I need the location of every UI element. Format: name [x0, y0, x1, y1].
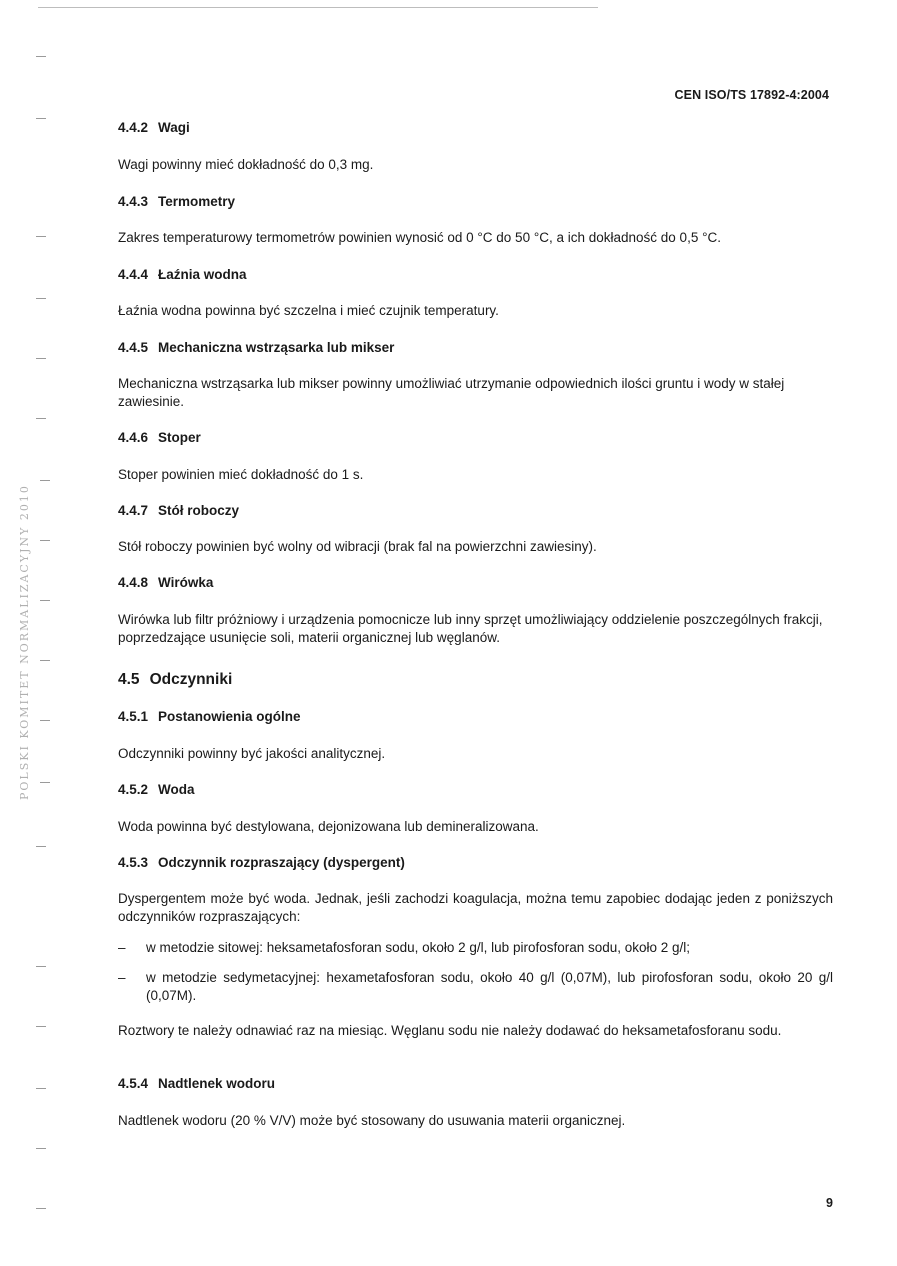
paragraph-4-4-6: Stoper powinien mieć dokładność do 1 s.: [118, 467, 364, 482]
paragraph-4-4-8: Wirówka lub filtr próżniowy i urządzenia pomocnicze lub inny sprzęt umożliwiający oddzielenie poszczególnych frakcji, poprzedzające usunięcie soli, materii organicznej lub węglanów.: [118, 612, 823, 645]
heading-4-5-3: [118, 855, 405, 870]
paragraph-4-4-2: Wagi powinny mieć dokładność do 0,3 mg.: [118, 157, 374, 172]
margin-mark: [36, 1208, 46, 1209]
heading-title: Nadtlenek wodoru: [158, 1076, 276, 1091]
margin-mark: [36, 1088, 46, 1089]
heading-title: Wagi: [158, 120, 190, 135]
heading-number: 4.5.1: [118, 709, 149, 724]
margin-mark: [36, 236, 46, 237]
heading-title: Woda: [158, 782, 195, 797]
list-item-text: w metodzie sedymetacyjnej: hexametafosforan sodu, około 40 g/l (0,07M), lub pirofosforan sodu, około 20 g/l (0,07M).: [146, 970, 833, 1003]
heading-4-4-2: [118, 120, 190, 135]
heading-4-4-7: [118, 503, 239, 518]
heading-title: Mechaniczna wstrząsarka lub mikser: [158, 340, 395, 355]
margin-mark: [40, 600, 50, 601]
heading-number: 4.4.5: [118, 340, 149, 355]
margin-mark: [40, 540, 50, 541]
paragraph-4-5-2: Woda powinna być destylowana, dejonizowana lub demineralizowana.: [118, 819, 539, 834]
watermark: POLSKI KOMITET NORMALIZACYJNY 2010: [18, 484, 31, 800]
paragraph-4-5-3-note: Roztwory te należy odnawiać raz na miesiąc. Węglanu sodu nie należy dodawać do heksametafosforanu sodu.: [118, 1023, 782, 1038]
heading-title: Odczynniki: [149, 671, 233, 688]
bullet-dash: –: [118, 970, 126, 985]
margin-mark: [36, 298, 46, 299]
heading-4-4-4: [118, 267, 247, 282]
margin-mark: [36, 846, 46, 847]
top-scan-rule: [38, 7, 598, 8]
heading-number: 4.4.2: [118, 120, 149, 135]
heading-4-5: [118, 671, 232, 689]
heading-title: Odczynnik rozpraszający (dyspergent): [158, 855, 405, 870]
heading-4-4-8: [118, 575, 213, 590]
heading-number: 4.4.8: [118, 575, 149, 590]
margin-mark: [36, 966, 46, 967]
heading-number: 4.5.4: [118, 1076, 149, 1091]
heading-number: 4.4.4: [118, 267, 149, 282]
document-id: CEN ISO/TS 17892-4:2004: [674, 88, 829, 102]
heading-title: Wirówka: [158, 575, 214, 590]
heading-4-5-1: [118, 709, 301, 724]
heading-4-4-3: [118, 194, 235, 209]
margin-mark: [40, 480, 50, 481]
heading-4-4-5: [118, 340, 394, 355]
bullet-dash: –: [118, 940, 126, 955]
margin-mark: [40, 720, 50, 721]
heading-number: 4.5: [118, 671, 140, 688]
margin-mark: [36, 358, 46, 359]
margin-mark: [40, 660, 50, 661]
heading-number: 4.5.3: [118, 855, 149, 870]
list-item-text: w metodzie sitowej: heksametafosforan sodu, około 2 g/l, lub pirofosforan sodu, około 2 g/l;: [146, 940, 691, 955]
paragraph-4-4-7: Stół roboczy powinien być wolny od wibracji (brak fal na powierzchni zawiesiny).: [118, 539, 597, 554]
heading-4-5-2: [118, 782, 195, 797]
heading-title: Postanowienia ogólne: [158, 709, 301, 724]
list-item: [118, 969, 833, 1005]
heading-4-4-6: [118, 430, 201, 445]
heading-number: 4.4.7: [118, 503, 149, 518]
heading-title: Stoper: [158, 430, 201, 445]
heading-title: Stół roboczy: [158, 503, 240, 518]
heading-4-5-4: [118, 1076, 275, 1091]
heading-number: 4.4.3: [118, 194, 149, 209]
paragraph-4-4-4: Łaźnia wodna powinna być szczelna i mieć czujnik temperatury.: [118, 303, 499, 318]
paragraph-4-5-4: Nadtlenek wodoru (20 % V/V) może być stosowany do usuwania materii organicznej.: [118, 1113, 626, 1128]
heading-number: 4.4.6: [118, 430, 149, 445]
heading-title: Łaźnia wodna: [158, 267, 247, 282]
paragraph-4-5-1: Odczynniki powinny być jakości analitycznej.: [118, 746, 386, 761]
margin-mark: [40, 782, 50, 783]
margin-mark: [36, 56, 46, 57]
margin-mark: [36, 118, 46, 119]
paragraph-4-5-3: Dyspergentem może być woda. Jednak, jeśli zachodzi koagulacja, można temu zapobiec dodając jeden z poniższych odczynników rozpraszających:: [118, 891, 833, 924]
page-number: 9: [826, 1196, 833, 1210]
paragraph-4-4-5: Mechaniczna wstrząsarka lub mikser powinny umożliwiać utrzymanie odpowiednich ilości gruntu i wody w stałej zawiesinie.: [118, 376, 785, 409]
heading-title: Termometry: [158, 194, 236, 209]
margin-mark: [36, 1026, 46, 1027]
list-item: [118, 939, 833, 957]
margin-mark: [36, 418, 46, 419]
paragraph-4-4-3: Zakres temperaturowy termometrów powinien wynosić od 0 °C do 50 °C, a ich dokładność do 0,5 °C.: [118, 230, 721, 245]
heading-number: 4.5.2: [118, 782, 149, 797]
margin-mark: [36, 1148, 46, 1149]
